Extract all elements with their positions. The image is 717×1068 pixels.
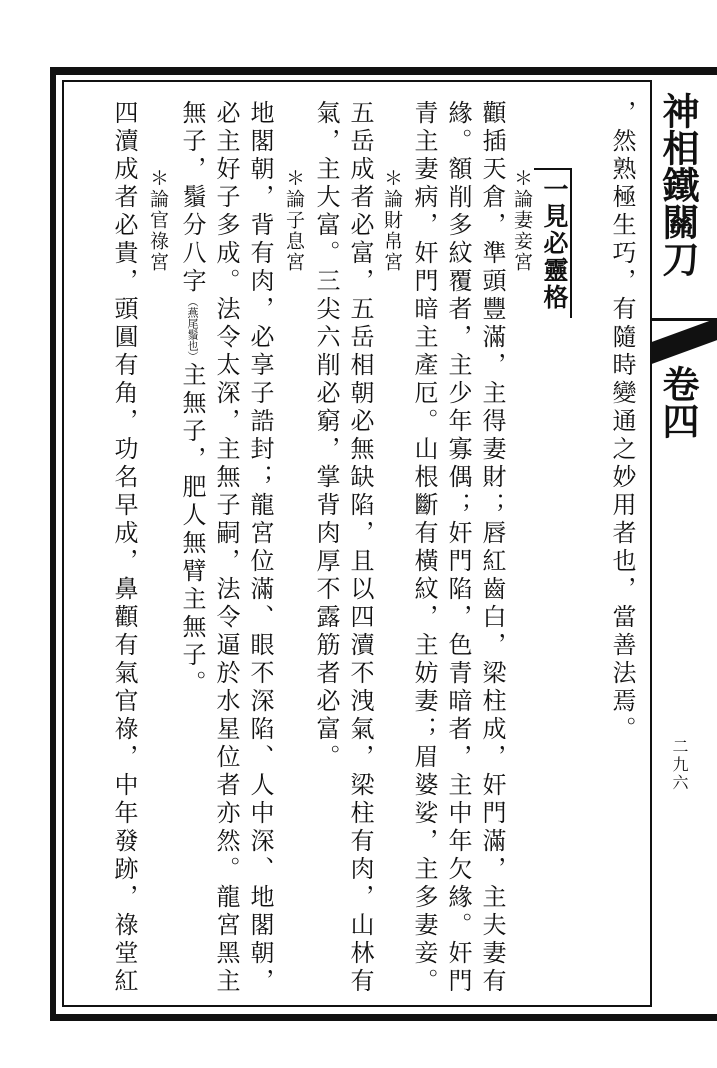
text-segment: 地閣朝，背有肉，必享子誥封；龍宮位滿、眼不深陷、人中深、地閣朝， [246,100,274,996]
page-frame-left [50,67,56,1021]
subsection-heading: ＊論官祿宮 [147,168,169,273]
text-segment: 青主妻病，奸門暗主產厄。山根斷有橫紋，主妨妻；眉婆娑，主多妻妾。 [410,100,438,996]
text-frame-top [62,80,652,82]
subsection-heading: ＊論財帛宮 [381,168,403,273]
title-divider-bar [652,318,717,364]
text-column [312,100,340,772]
text-segment: 無子，鬚分八字 [178,100,206,296]
text-column [410,100,438,996]
text-column [378,168,406,273]
text-column [508,168,536,273]
text-segment: 主無子，肥人無臂主無子。 [178,362,206,698]
text-column [346,100,374,996]
text-segment: 四瀆成者必貴，頭圓有角，功名早成，鼻顴有氣官祿，中年發跡，祿堂紅 [110,100,138,996]
text-column [444,100,472,996]
text-frame-left [62,80,64,1007]
text-column [110,100,138,996]
text-column [478,100,506,996]
text-frame-bottom [62,1005,652,1007]
volume-label: 卷四 [656,365,700,439]
annotation-note: （燕尾鬚也） [186,296,199,362]
text-segment: 必主好子多成。法令太深，主無子嗣，法令逼於水星位者亦然。龍宮黑主 [212,100,240,996]
text-column [280,168,308,273]
page-number: 二九六 [670,738,689,792]
section-heading: 一見必靈格 [540,176,569,311]
page-frame-bottom [50,1014,717,1021]
text-column [608,100,636,744]
subsection-heading: ＊論妻妾宮 [511,168,533,273]
text-frame-right [650,80,652,1007]
page-frame-top [50,67,717,75]
book-title: 神相鐵關刀 [656,92,700,277]
text-segment: ，然熟極生巧，有隨時變通之妙用者也，當善法焉。 [608,100,636,744]
text-segment: 五岳成者必富，五岳相朝必無缺陷，且以四瀆不洩氣，梁柱有肉，山林有 [346,100,374,996]
text-segment: 氣，主大富。三尖六削必窮，掌背肉厚不露筋者必富。 [312,100,340,772]
text-column [246,100,274,996]
text-column [212,100,240,996]
text-column [144,168,172,273]
subsection-heading: ＊論子息宮 [283,168,305,273]
text-segment: 緣。額削多紋覆者，主少年寡偶；奸門陷，色青暗者，主中年欠緣。奸門 [444,100,472,996]
text-segment: 顴插天倉，準頭豐滿，主得妻財；唇紅齒白，梁柱成，奸門滿，主夫妻有 [478,100,506,996]
text-column [178,100,206,698]
